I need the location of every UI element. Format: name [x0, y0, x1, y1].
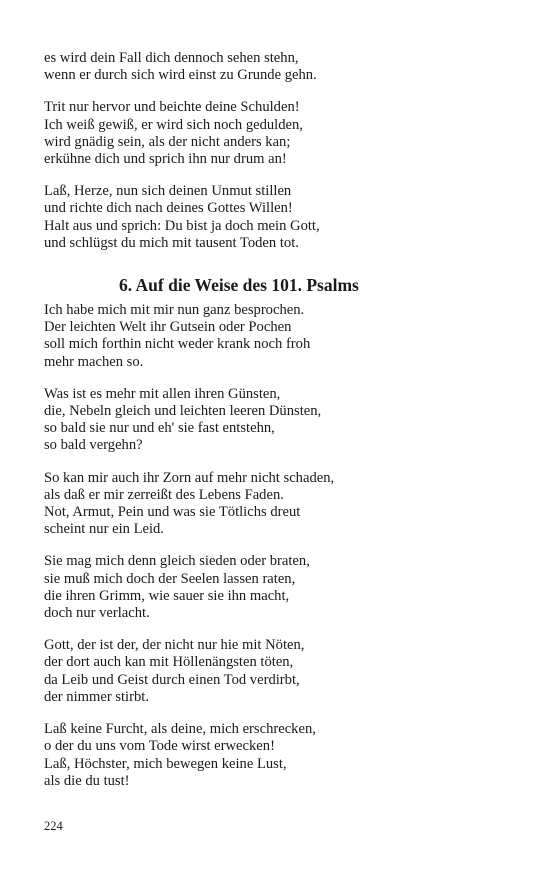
stanza — [44, 50, 514, 84]
verse-line: und richte dich nach deines Gottes Willen! — [44, 200, 293, 217]
verse-line: der dort auch kan mit Höllenängsten töten, — [44, 654, 294, 671]
poem-continuation — [44, 50, 514, 252]
verse-line: so bald sie nur und eh' sie fast entstehn, — [44, 420, 275, 437]
verse-line: als daß er mir zerreißt des Lebens Faden. — [44, 486, 284, 503]
verse-line: die ihren Grimm, wie sauer sie ihn macht, — [44, 587, 290, 604]
verse-line: Laß, Herze, nun sich deinen Unmut stillen — [44, 183, 292, 200]
stanza — [44, 183, 514, 252]
verse-line: scheint nur ein Leid. — [44, 521, 164, 538]
verse-line: so bald vergehn? — [44, 437, 143, 454]
stanza — [44, 99, 514, 168]
verse-line: sie muß mich doch der Seelen lassen raten, — [44, 570, 296, 587]
verse-line: die, Nebeln gleich und leichten leeren Dünsten, — [44, 403, 322, 420]
verse-line: So kan mir auch ihr Zorn auf mehr nicht schaden, — [44, 469, 335, 486]
stanza — [44, 302, 514, 371]
stanza — [44, 721, 514, 790]
stanza — [44, 470, 514, 539]
verse-line: o der du uns vom Tode wirst erwecken! — [44, 738, 275, 755]
verse-line: Was ist es mehr mit allen ihren Günsten, — [44, 385, 281, 402]
stanza — [44, 386, 514, 455]
verse-line: da Leib und Geist durch einen Tod verdirbt, — [44, 671, 300, 688]
stanza — [44, 553, 514, 622]
verse-line: Laß, Höchster, mich bewegen keine Lust, — [44, 755, 287, 772]
verse-line: der nimmer stirbt. — [44, 688, 149, 705]
verse-line: wird gnädig sein, als der nicht anders kan; — [44, 133, 291, 150]
poem-page — [44, 50, 514, 805]
verse-line: Laß keine Furcht, als deine, mich erschrecken, — [44, 721, 316, 738]
verse-line: Gott, der ist der, der nicht nur hie mit Nöten, — [44, 637, 305, 654]
page-number: 224 — [44, 819, 63, 833]
verse-line: und schlügst du mich mit tausent Toden tot. — [44, 234, 299, 251]
poem-heading: 6. Auf die Weise des 101. Psalms — [119, 275, 359, 296]
verse-line: Not, Armut, Pein und was sie Tötlichs dreut — [44, 504, 301, 521]
verse-line: wenn er durch sich wird einst zu Grunde gehn. — [44, 67, 317, 84]
verse-line: Der leichten Welt ihr Gutsein oder Pochen — [44, 319, 292, 336]
stanza — [44, 637, 514, 706]
verse-line: Ich habe mich mit mir nun ganz besprochen. — [44, 302, 305, 319]
verse-line: als die du tust! — [44, 772, 130, 789]
poem-body — [44, 302, 514, 790]
verse-line: doch nur verlacht. — [44, 605, 150, 622]
verse-line: Halt aus und sprich: Du bist ja doch mein Gott, — [44, 217, 320, 234]
verse-line: Sie mag mich denn gleich sieden oder braten, — [44, 553, 310, 570]
verse-line: mehr machen so. — [44, 353, 144, 370]
verse-line: Ich weiß gewiß, er wird sich noch gedulden, — [44, 116, 303, 133]
verse-line: erkühne dich und sprich ihn nur drum an! — [44, 151, 287, 168]
verse-line: Trit nur hervor und beichte deine Schulden! — [44, 99, 300, 116]
verse-line: es wird dein Fall dich dennoch sehen stehn, — [44, 50, 299, 66]
verse-line: soll mich forthin nicht weder krank noch froh — [44, 336, 311, 353]
